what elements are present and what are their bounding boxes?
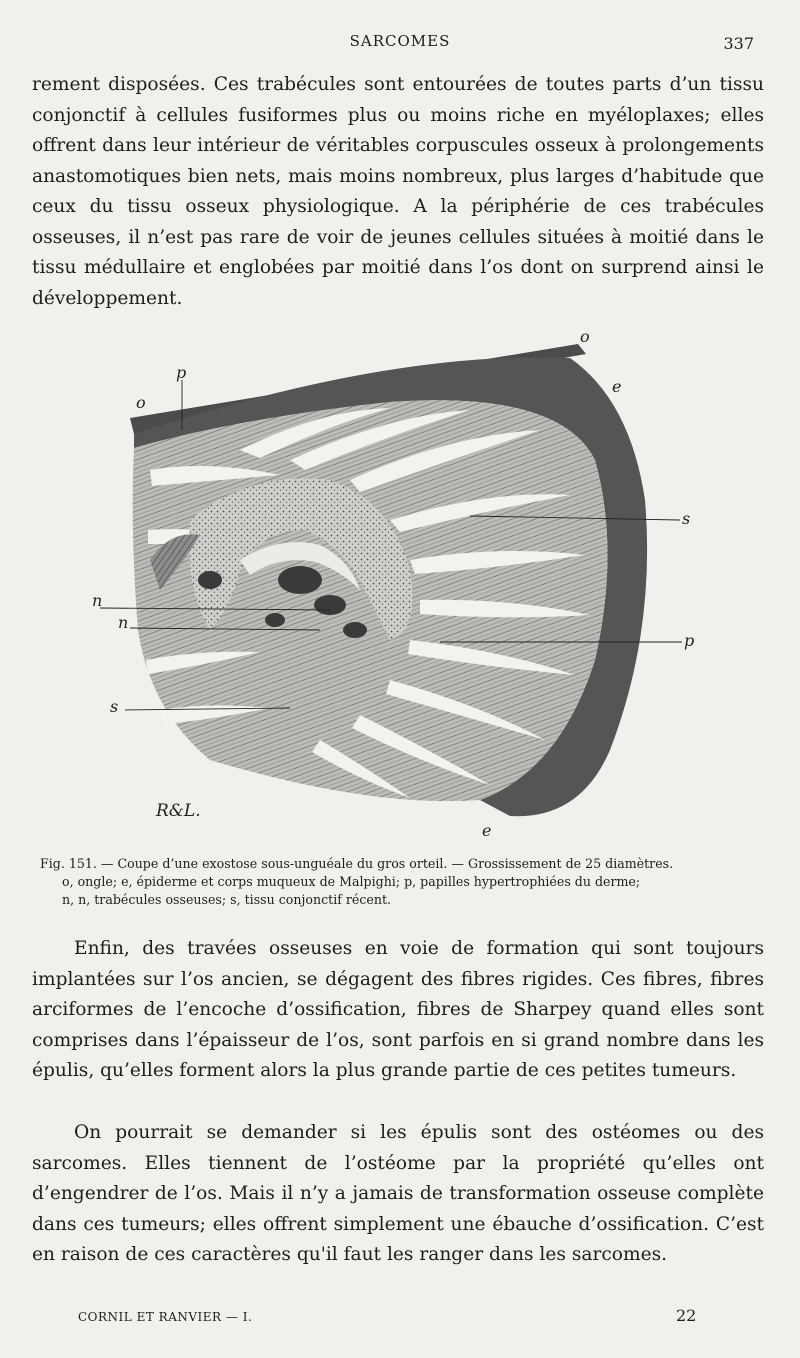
paragraph-2: Enfin, des travées osseuses en voie de formation qui sont toujours implantées sur l’os ancien, se dégagent des fibres rigides. Ces fibres, fibres arciformes de l’encoche d’ossification, fibres de Sharpey quand elles sont comprises dans l’épaisseur de l’os, sont parfois en si grand nombre dans les épulis, qu’elles forment alors la plus grande partie de ces petites tumeurs.	[32, 938, 764, 1081]
label-o-left: o	[136, 393, 146, 412]
sheet-number: 22	[676, 1306, 697, 1325]
label-p-right: p	[684, 631, 695, 650]
figure-illustration	[90, 330, 740, 840]
engraver-signature: R&L.	[156, 801, 201, 821]
page-footer	[0, 1306, 800, 1330]
paragraph-3: On pourrait se demander si les épulis sont des ostéomes ou des sarcomes. Elles tiennent de l’ostéome par la propriété qu’elles ont d’engendrer de l’os. Mais il n’y a jamais de transformation osseuse complète dans ces tumeurs; elles offrent simplement une ébauche d’ossification. C’est en raison de ces caractères qu'il faut les ranger dans les sarcomes.	[32, 1122, 764, 1265]
label-o-top: o	[580, 330, 590, 346]
caption-line-1: Fig. 151. — Coupe d’une exostose sous-unguéale du gros orteil. — Grossissement de 25 diamètres.	[40, 856, 674, 871]
label-n-2: n	[118, 613, 129, 632]
label-s-left: s	[110, 697, 119, 716]
label-p-top: p	[176, 363, 187, 382]
page-number: 337	[723, 34, 754, 53]
figure-caption	[40, 855, 766, 909]
caption-line-2: o, ongle; e, épiderme et corps muqueux de Malpighi; p, papilles hypertrophiées du derme;	[62, 874, 641, 889]
label-n-1: n	[92, 591, 103, 610]
footer-signature: CORNIL ET RANVIER — I.	[78, 1310, 253, 1324]
label-e-top: e	[612, 377, 622, 396]
label-s-right: s	[682, 509, 691, 528]
running-title: SARCOMES	[349, 32, 451, 50]
paragraph-1: rement disposées. Ces trabécules sont entourées de toutes parts d’un tissu conjonctif à cellules fusiformes plus ou moins riche en myéloplaxes; elles offrent dans leur intérieur de véritables corpuscules osseux à prolongements anastomotiques bien nets, mais moins nombreux, plus larges d’habitude que ceux du tissu osseux physiologique. A la périphérie de ces trabécules osseuses, il n’est pas rare de voir de jeunes cellules situées à moitié dans le tissu médullaire et englobées par moitié dans l’os dont on surprend ainsi le développement.	[32, 74, 764, 309]
caption-line-3: n, n, trabécules osseuses; s, tissu conjonctif récent.	[62, 892, 392, 907]
running-head	[0, 30, 800, 54]
exostosis-engraving	[90, 330, 740, 840]
label-e-bottom: e	[482, 821, 492, 840]
